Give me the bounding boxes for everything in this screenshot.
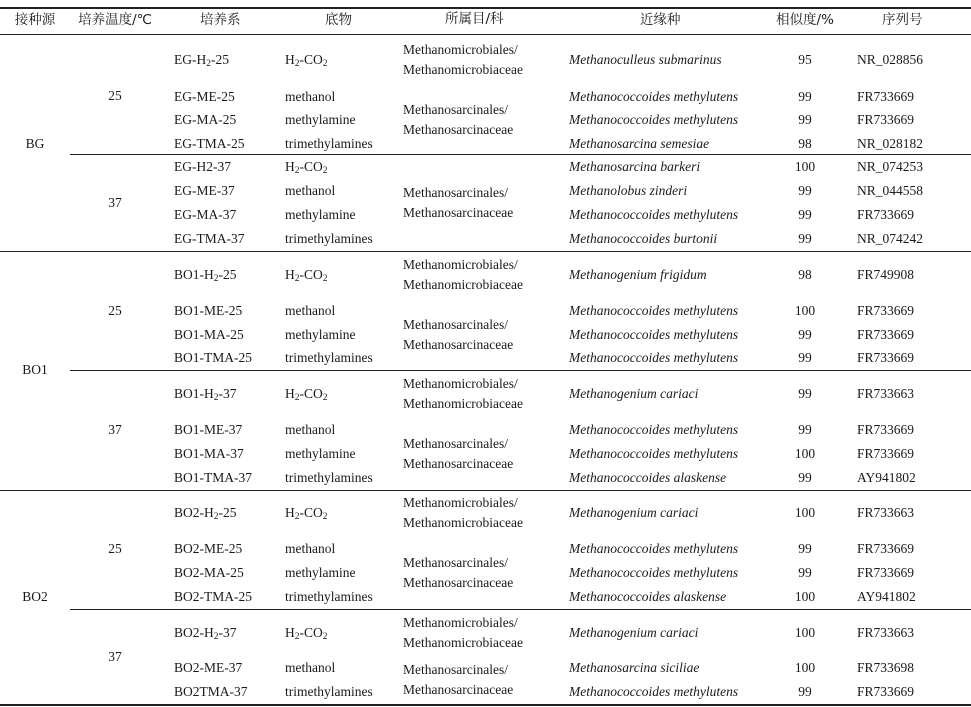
substrate-cell: methylamine [285,565,356,580]
accession-cell: FR733663 [857,625,915,640]
culture-cell: EG-ME-37 [174,183,235,198]
substrate-cell: trimethylamines [285,136,373,151]
relative-species-cell: Methanococcoides methylutens [569,350,739,365]
culture-cell: BO1-ME-37 [174,422,243,437]
accession-cell: FR733669 [857,565,915,580]
relative-species-cell: Methanococcoides methylutens [569,446,739,461]
similarity-cell: 100 [794,446,816,461]
family-name: Methanosarcinaceae [403,575,514,590]
similarity-cell: 99 [798,183,812,198]
relative-species-cell: Methanococcoides alaskense [569,470,727,485]
relative-species-cell: Methanogenium cariaci [569,505,699,520]
accession-cell: FR733669 [857,327,915,342]
substrate-subscript: 2 [322,632,328,642]
similarity-cell: 99 [798,541,812,556]
accession-cell: FR733669 [857,112,915,127]
order-family-cell [403,255,523,295]
substrate-co: -CO [299,267,323,282]
culture-prefix: BO1-H [174,267,214,282]
relative-species-cell: Methanosarcina barkeri [569,159,701,174]
relative-species-cell: Methanococcoides alaskense [569,589,727,604]
similarity-cell: 99 [798,565,812,580]
order-family-cell [403,315,513,355]
substrate-h: H [285,505,295,520]
relative-species-cell: Methanococcoides methylutens [569,541,739,556]
culture-cell [174,265,237,285]
culture-cell: EG-ME-25 [174,89,235,104]
order-family-cell [403,183,513,223]
substrate-co: -CO [299,386,323,401]
relative-species-cell: Methanogenium cariaci [569,625,699,640]
substrate-cell [285,503,328,523]
similarity-cell: 99 [798,207,812,222]
family-name: Methanomicrobiaceae [403,277,523,292]
accession-cell: FR733669 [857,303,915,318]
similarity-cell: 99 [798,231,812,246]
order-name: Methanomicrobiales/ [403,495,518,510]
inoculum-source-cell: BO2 [22,589,48,604]
culture-prefix: BO1-H [174,386,214,401]
accession-cell: FR733663 [857,505,915,520]
substrate-cell: trimethylamines [285,350,373,365]
culture-cell: BO2-TMA-25 [174,589,252,604]
similarity-cell: 98 [798,267,812,282]
family-name: Methanomicrobiaceae [403,515,523,530]
group-rule-bo1 [0,251,971,252]
substrate-cell: trimethylamines [285,231,373,246]
substrate-cell [285,623,328,643]
culture-cell: BO1-TMA-25 [174,350,252,365]
family-name: Methanosarcinaceae [403,337,514,352]
family-name: Methanomicrobiaceae [403,635,523,650]
substrate-subscript: 2 [322,59,328,69]
accession-cell: NR_074253 [857,159,924,174]
culture-subscript: 2 [213,632,219,642]
relative-species-cell: Methanococcoides methylutens [569,112,739,127]
culture-subscript: 2 [213,393,219,403]
accession-cell: NR_044558 [857,183,924,198]
temperature-cell: 25 [108,303,122,318]
culture-subscript: 2 [213,274,219,284]
relative-species-cell: Methanoculleus submarinus [569,52,722,67]
similarity-cell: 100 [794,589,816,604]
substrate-co: -CO [299,625,323,640]
relative-species-cell: Methanococcoides methylutens [569,89,739,104]
order-family-cell [403,660,513,700]
relative-species-cell: Methanosarcina semesiae [569,136,710,151]
header-similarity: 相似度/% [776,12,834,28]
header-substrate: 底物 [325,12,352,28]
relative-species-cell: Methanococcoides methylutens [569,207,739,222]
order-name: Methanomicrobiales/ [403,257,518,272]
substrate-cell: methanol [285,183,336,198]
similarity-cell: 100 [794,660,816,675]
order-name: Methanomicrobiales/ [403,615,518,630]
substrate-cell: trimethylamines [285,684,373,699]
substrate-cell: trimethylamines [285,589,373,604]
substrate-h: H [285,625,295,640]
relative-species-cell: Methanococcoides methylutens [569,327,739,342]
relative-species-cell: Methanogenium cariaci [569,386,699,401]
substrate-cell: methanol [285,303,336,318]
culture-cell: BO2-ME-37 [174,660,243,675]
order-family-cell [403,374,523,414]
substrate-subscript: 2 [294,632,300,642]
similarity-cell: 100 [794,159,816,174]
substrate-cell [285,157,328,177]
culture-suffix: -25 [211,52,229,67]
family-name: Methanosarcinaceae [403,456,514,471]
substrate-subscript: 2 [294,59,300,69]
header-order-family: 所属目/科 [445,11,504,27]
substrate-h: H [285,52,295,67]
similarity-cell: 95 [798,52,812,67]
substrate-subscript: 2 [294,512,300,522]
culture-cell: EG-TMA-37 [174,231,245,246]
culture-cell: BO1-TMA-37 [174,470,252,485]
similarity-cell: 99 [798,112,812,127]
accession-cell: NR_028856 [857,52,924,67]
temperature-cell: 37 [108,195,122,210]
substrate-co: -CO [299,159,323,174]
accession-cell: FR733669 [857,89,915,104]
substrate-cell [285,265,328,285]
accession-cell: AY941802 [857,589,916,604]
order-family-cell [403,493,523,533]
similarity-cell: 99 [798,684,812,699]
culture-cell [174,50,229,70]
bottom-rule [0,704,971,706]
group-rule-bo2 [0,490,971,491]
accession-cell: FR733669 [857,684,915,699]
similarity-cell: 99 [798,89,812,104]
substrate-cell [285,50,328,70]
culture-cell: BO1-ME-25 [174,303,243,318]
culture-cell: EG-TMA-25 [174,136,245,151]
temp-rule-bg [70,154,971,155]
substrate-cell: trimethylamines [285,470,373,485]
substrate-cell: methanol [285,422,336,437]
accession-cell: NR_028182 [857,136,924,151]
relative-species-cell: Methanococcoides methylutens [569,303,739,318]
order-name: Methanosarcinales/ [403,317,508,332]
substrate-h: H [285,386,295,401]
similarity-cell: 99 [798,422,812,437]
accession-cell: AY941802 [857,470,916,485]
family-name: Methanomicrobiaceae [403,396,523,411]
culture-cell: EG-MA-37 [174,207,237,222]
family-name: Methanosarcinaceae [403,122,514,137]
culture-prefix: BO2-H [174,625,214,640]
culture-cell [174,503,237,523]
temperature-cell: 25 [108,88,122,103]
header-culture: 培养系 [200,12,241,28]
substrate-cell: methylamine [285,446,356,461]
substrate-cell: methylamine [285,327,356,342]
similarity-cell: 99 [798,350,812,365]
culture-cell [174,623,237,643]
order-name: Methanosarcinales/ [403,436,508,451]
relative-species-cell: Methanogenium frigidum [569,267,707,282]
similarity-cell: 100 [794,505,816,520]
relative-species-cell: Methanolobus zinderi [569,183,688,198]
similarity-cell: 100 [794,625,816,640]
culture-suffix: -25 [218,267,237,282]
similarity-cell: 99 [798,327,812,342]
relative-species-cell: Methanococcoides methylutens [569,684,739,699]
inoculum-source-cell: BO1 [22,362,48,377]
culture-suffix: -25 [218,505,237,520]
substrate-subscript: 2 [322,166,328,176]
order-name: Methanosarcinales/ [403,662,508,677]
substrate-co: -CO [299,52,323,67]
accession-cell: FR733669 [857,207,915,222]
order-family-cell [403,613,523,653]
culture-cell [174,384,237,404]
substrate-cell [285,384,328,404]
order-family-cell [403,40,523,80]
temperature-cell: 25 [108,541,122,556]
temp-rule-bo1 [70,370,971,371]
accession-cell: FR733663 [857,386,915,401]
similarity-cell: 100 [794,303,816,318]
order-family-cell [403,100,513,140]
accession-cell: FR733669 [857,446,915,461]
order-family-cell [403,553,513,593]
culture-cell: BO1-MA-37 [174,446,244,461]
culture-subscript: 2 [213,512,219,522]
substrate-h: H [285,159,295,174]
temp-rule-bo2 [70,609,971,610]
culture-prefix: EG-H [174,52,207,67]
relative-species-cell: Methanosarcina siciliae [569,660,700,675]
culture-cell: BO1-MA-25 [174,327,244,342]
substrate-subscript: 2 [322,512,328,522]
order-family-cell [403,434,513,474]
similarity-cell: 98 [798,136,812,151]
substrate-subscript: 2 [322,274,328,284]
substrate-subscript: 2 [294,274,300,284]
order-name: Methanomicrobiales/ [403,376,518,391]
accession-cell: FR733698 [857,660,915,675]
top-rule [0,7,971,9]
header-accession: 序列号 [882,12,923,28]
substrate-cell: methylamine [285,207,356,222]
relative-species-cell: Methanococcoides methylutens [569,565,739,580]
culture-cell: EG-MA-25 [174,112,237,127]
culture-cell: EG-H2-37 [174,159,231,174]
accession-cell: FR733669 [857,422,915,437]
accession-cell: FR733669 [857,350,915,365]
accession-cell: NR_074242 [857,231,924,246]
substrate-h: H [285,267,295,282]
relative-species-cell: Methanococcoides burtonii [569,231,718,246]
order-name: Methanosarcinales/ [403,555,508,570]
order-name: Methanosarcinales/ [403,102,508,117]
family-name: Methanomicrobiaceae [403,62,523,77]
family-name: Methanosarcinaceae [403,205,514,220]
order-name: Methanosarcinales/ [403,185,508,200]
substrate-co: -CO [299,505,323,520]
accession-cell: FR733669 [857,541,915,556]
substrate-cell: methanol [285,541,336,556]
temperature-cell: 37 [108,422,122,437]
header-temperature: 培养温度/℃ [78,12,152,28]
substrate-cell: methylamine [285,112,356,127]
header-relative: 近缘种 [640,12,681,28]
temperature-cell: 37 [108,649,122,664]
culture-cell: BO2-MA-25 [174,565,244,580]
culture-subscript: 2 [206,59,211,69]
culture-prefix: BO2-H [174,505,214,520]
header-rule [0,34,971,35]
culture-suffix: -37 [218,625,237,640]
relative-species-cell: Methanococcoides methylutens [569,422,739,437]
inoculum-source-cell: BG [25,136,45,151]
order-name: Methanomicrobiales/ [403,42,518,57]
similarity-cell: 99 [798,386,812,401]
substrate-subscript: 2 [322,393,328,403]
substrate-cell: methanol [285,660,336,675]
substrate-subscript: 2 [294,393,300,403]
accession-cell: FR749908 [857,267,915,282]
header-source: 接种源 [14,12,56,28]
family-name: Methanosarcinaceae [403,682,514,697]
substrate-cell: methanol [285,89,336,104]
culture-cell: BO2TMA-37 [174,684,248,699]
substrate-subscript: 2 [294,166,300,176]
similarity-cell: 99 [798,470,812,485]
culture-cell: BO2-ME-25 [174,541,243,556]
culture-suffix: -37 [218,386,237,401]
